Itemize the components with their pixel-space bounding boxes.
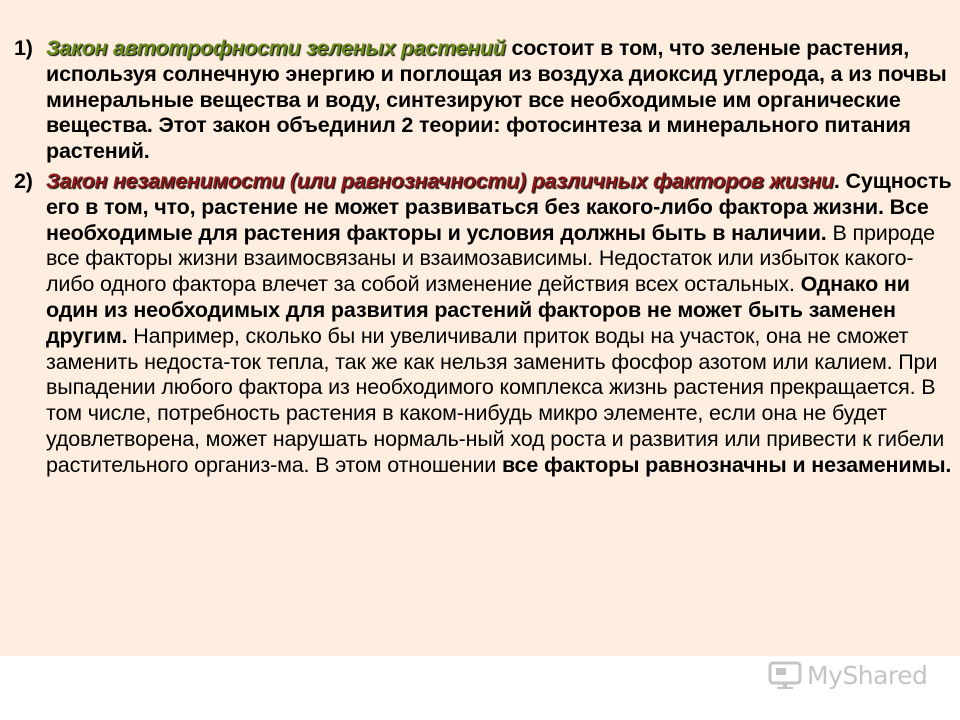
law-title: Закон автотрофности зеленых растений: [46, 36, 506, 60]
law-explanation: В природе все факторы жизни взаимосвязаны и взаимозависимы. Недостаток или избыток какого-либо одного фактора влечет за собой изменение действия всех остальных.: [46, 220, 935, 297]
slide-content: [14, 36, 956, 483]
law-item-1: [14, 36, 956, 165]
item-body: [46, 169, 956, 479]
presentation-screen-icon: [768, 660, 804, 690]
watermark-text: MyShared: [807, 660, 928, 690]
law-key-statement: Однако ни один из необходимых для развития растений факторов не может быть заменен другим.: [46, 272, 910, 348]
law-example: Например, сколько бы ни увеличивали приток воды на участок, она не сможет заменить недоста-ток тепла, так же как нельзя заменить фосфор азотом или калием. При выпадении любого фактора из необходимого комплекса жизнь растения прекращается. В том числе, потребность растения в каком-нибудь микро элементе, если она не будет удовлетворена, может нарушать нормаль-ный ход роста и развития или привести к гибели растительного организ-ма. В этом отношении: [46, 323, 945, 477]
item-number: 2): [14, 168, 33, 193]
item-number: 1): [14, 36, 33, 60]
law-essence: . Сущность его в том, что, растение не может развиваться без какого-либо фактора жизни. Все необходимые для растения факторы и условия должны быть в наличии.: [46, 168, 952, 245]
law-conclusion: все факторы равнозначны и незаменимы.: [502, 452, 952, 477]
watermark-logo: [768, 660, 927, 690]
item-body: [46, 36, 956, 165]
law-item-2: [14, 169, 956, 479]
law-title: Закон незаменимости (или равнозначности) различных факторов жизни: [46, 168, 834, 193]
law-description: состоит в том, что зеленые растения, используя солнечную энергию и поглощая из воздуха диоксид углерода, а из почвы минеральные вещества и воду, синтезируют все необходимые им органические вещества. Этот закон объединил 2 теории: фотосинтеза и минерального питания растений.: [46, 36, 947, 164]
